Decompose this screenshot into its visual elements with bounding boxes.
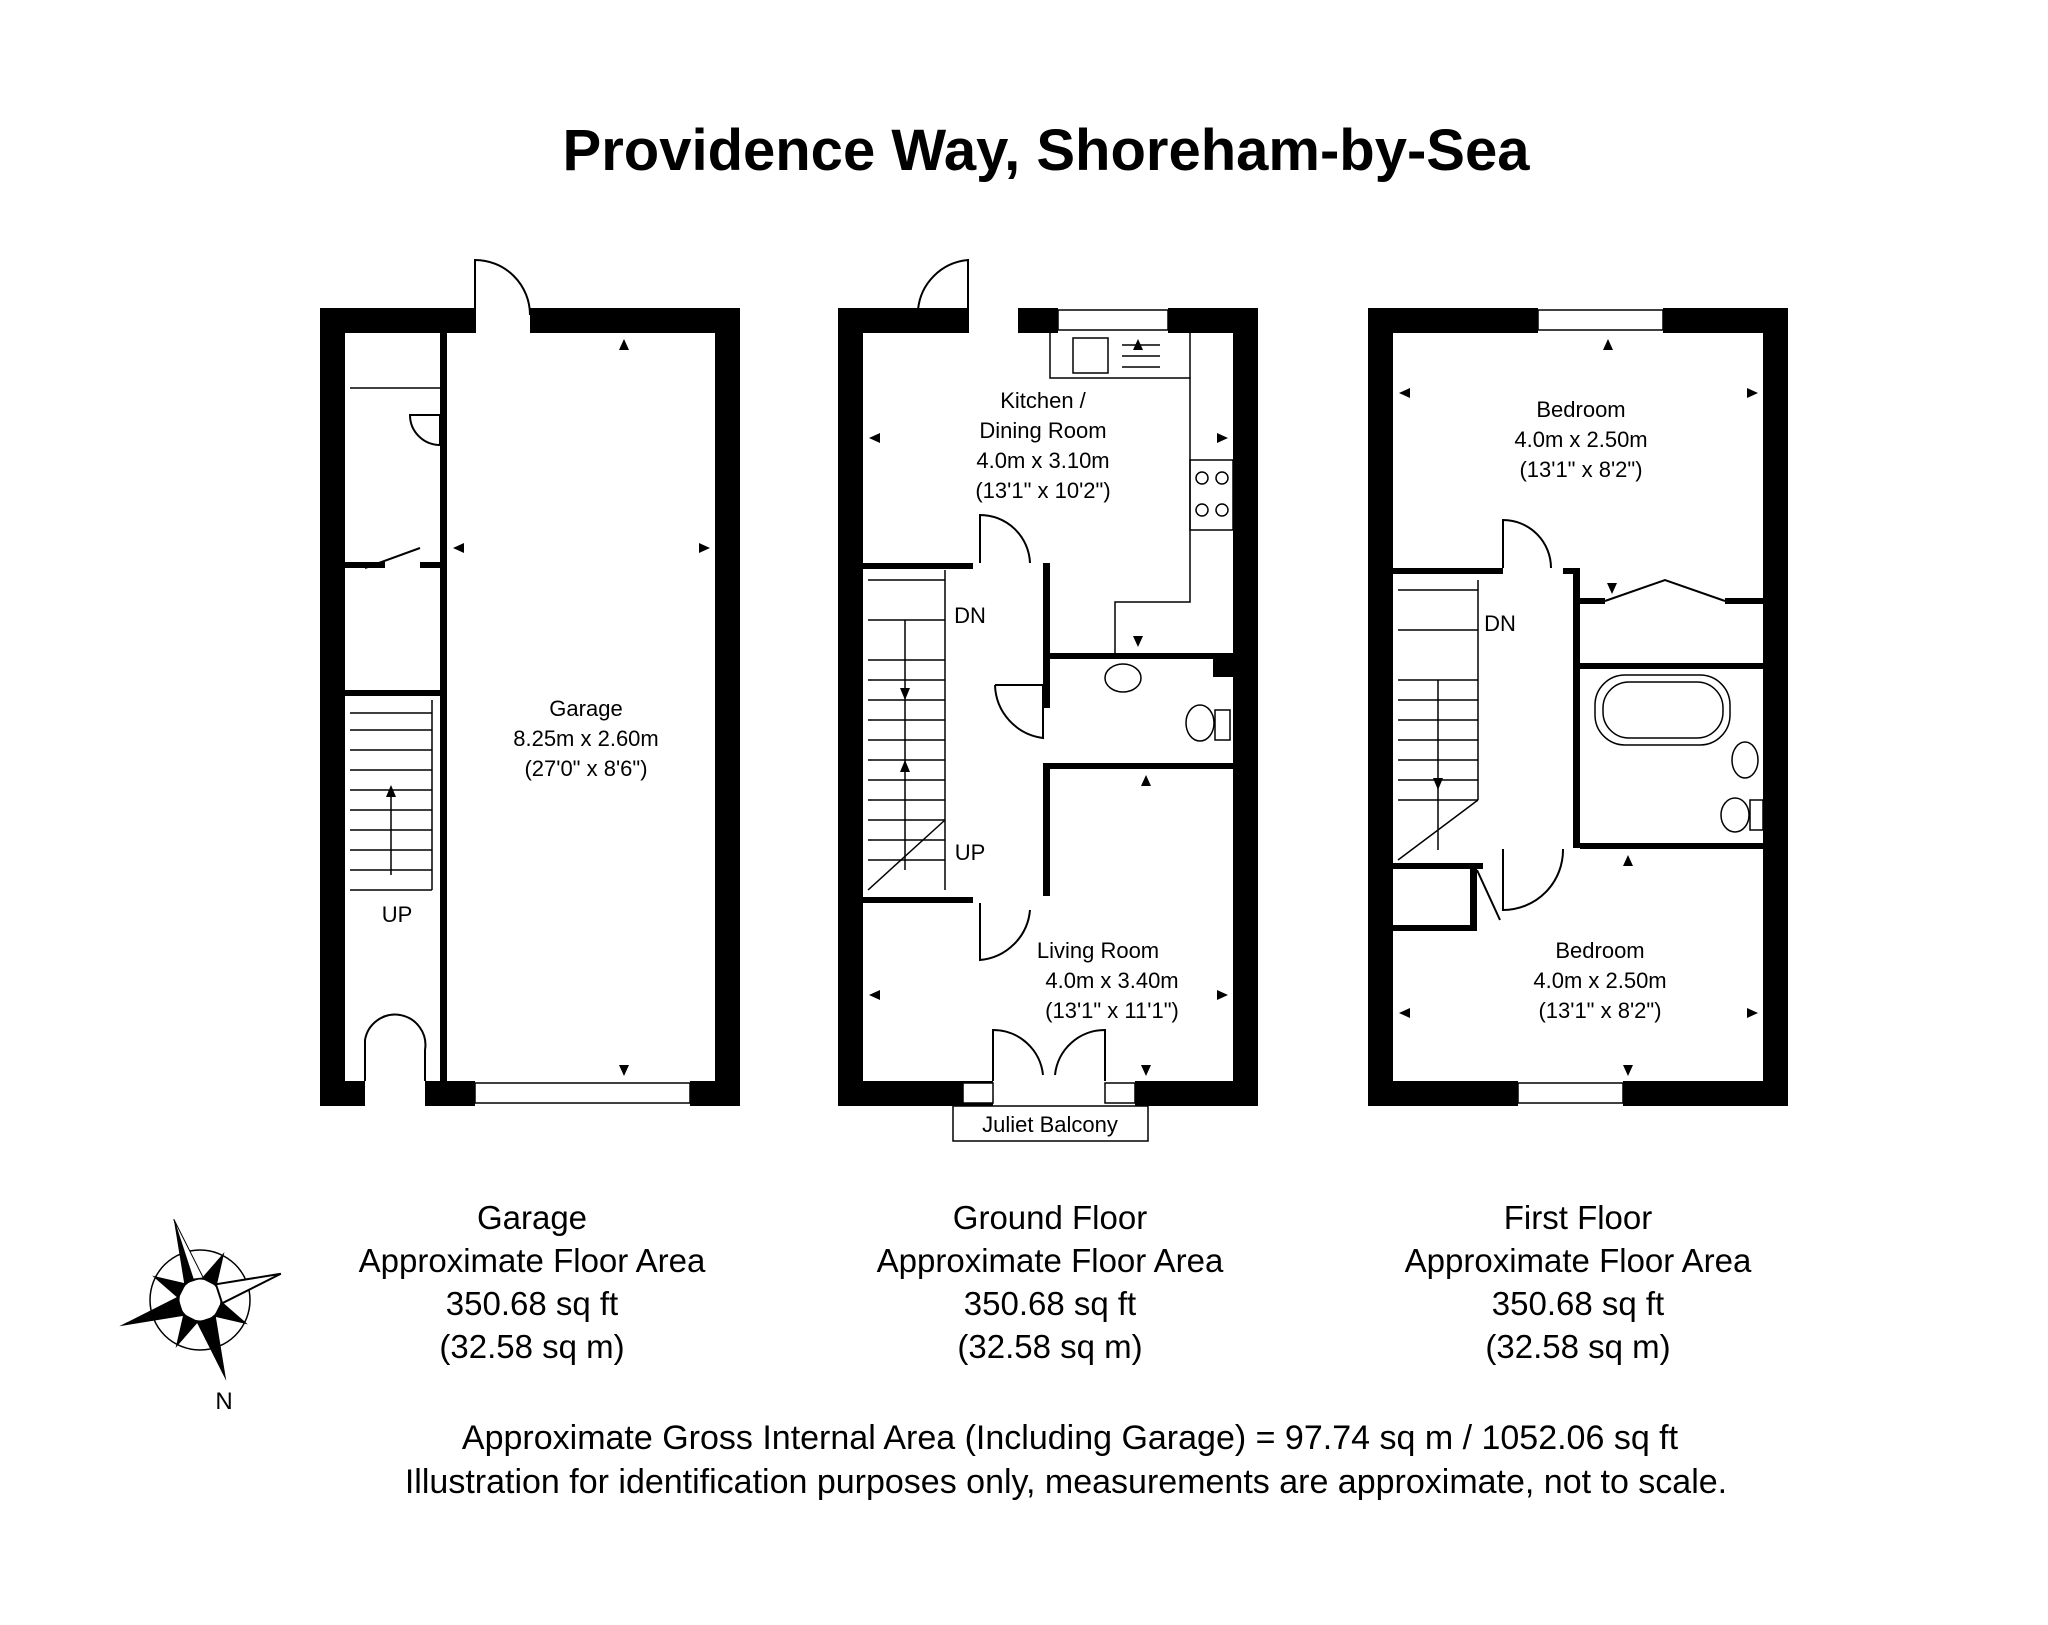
hob-ring [1196, 504, 1208, 516]
wall [1763, 308, 1788, 1106]
floor-area-sqm: (32.58 sq m) [439, 1328, 625, 1365]
ground-floor-area-block [877, 1199, 1224, 1365]
dimension-marker [619, 339, 629, 350]
toilet-icon [1721, 798, 1749, 832]
door-leaf [1477, 870, 1500, 920]
first-floor-area-block [1405, 1199, 1752, 1365]
ground-stairs [868, 570, 945, 890]
hob-icon [1190, 460, 1233, 530]
floor-area-sqft: 350.68 sq ft [963, 1285, 1137, 1322]
first-floor-plan [1368, 308, 1788, 1106]
wall [1580, 598, 1605, 604]
room-name: Living Room [1036, 938, 1160, 963]
dimension-marker [1607, 583, 1617, 594]
door-swing [410, 415, 440, 445]
window [1105, 1083, 1135, 1103]
wall [1043, 763, 1233, 769]
floor-area-sqm: (32.58 sq m) [1485, 1328, 1671, 1365]
cistern [1215, 710, 1230, 740]
bath-inner [1603, 682, 1723, 738]
room-name: Garage [549, 696, 623, 721]
garage-stairs [350, 700, 432, 890]
wall [320, 308, 345, 1106]
wall [863, 897, 973, 903]
disclaimer-text: Illustration for identification purposes only, measurements are approximate, not to scale. [404, 1463, 1728, 1501]
balcony-label: Juliet Balcony [982, 1112, 1118, 1137]
cistern [1750, 800, 1763, 830]
wall [1233, 308, 1258, 1106]
garage-door [475, 1083, 690, 1103]
dimension-marker [619, 1065, 629, 1076]
window [963, 1083, 993, 1103]
wall [1580, 843, 1763, 849]
compass-rose-icon [93, 1193, 307, 1407]
dimension-marker [1603, 339, 1613, 350]
dimension-marker [1141, 1065, 1151, 1076]
dimension-marker [1217, 990, 1228, 1000]
room-size-imperial: (13'1" x 8'2") [1538, 998, 1662, 1023]
wall [1043, 763, 1050, 896]
wall [1135, 1081, 1258, 1106]
stair-label-down: DN [1484, 611, 1516, 636]
door-swing [980, 515, 1030, 563]
wall [1725, 598, 1763, 604]
door-swing [1503, 849, 1563, 910]
wall [1470, 869, 1477, 929]
wall [440, 333, 447, 1081]
dimension-marker [1133, 636, 1143, 647]
wall [838, 308, 863, 1106]
wall [715, 308, 740, 1106]
room-size-imperial: (13'1" x 11'1") [1045, 998, 1179, 1023]
door-leaf [365, 548, 420, 568]
first-stairs [1398, 580, 1478, 860]
sink-icon [1073, 338, 1108, 373]
plan-title: Providence Way, Shoreham-by-Sea [562, 118, 1530, 183]
dimension-marker [869, 990, 880, 1000]
wall [690, 1081, 740, 1106]
wall [1368, 308, 1538, 333]
dimension-marker [1747, 1008, 1758, 1018]
room-size-metric: 4.0m x 3.10m [976, 448, 1110, 473]
dimension-marker [699, 543, 710, 553]
door-swing [1503, 520, 1551, 568]
basin-icon [1105, 664, 1141, 692]
floor-area-sqm: (32.58 sq m) [957, 1328, 1143, 1365]
wall [1393, 925, 1477, 931]
dimension-marker [1399, 388, 1410, 398]
dimension-marker [1747, 388, 1758, 398]
wall [1573, 568, 1580, 848]
window [1538, 310, 1663, 330]
wall [530, 308, 740, 333]
floor-area-label: Approximate Floor Area [358, 1242, 706, 1279]
wall [345, 690, 440, 696]
door-swing [1055, 1030, 1105, 1081]
dimension-marker [869, 433, 880, 443]
floor-name: Ground Floor [952, 1199, 1148, 1236]
stair-label-down: DN [954, 603, 986, 628]
dimension-marker [1399, 1008, 1410, 1018]
window [1058, 310, 1168, 330]
toilet-icon [1186, 705, 1214, 741]
dimension-marker [453, 543, 464, 553]
stair-label-up: UP [381, 902, 413, 927]
room-size-metric: 4.0m x 2.50m [1533, 968, 1667, 993]
wall [1213, 659, 1233, 677]
room-name: Bedroom [1536, 397, 1626, 422]
floor-area-label: Approximate Floor Area [1404, 1242, 1752, 1279]
wall [1043, 653, 1233, 659]
wall [1393, 863, 1483, 869]
hob-ring [1216, 504, 1228, 516]
wall [1018, 308, 1058, 333]
room-name: Bedroom [1555, 938, 1645, 963]
room-size-imperial: (13'1" x 10'2") [975, 478, 1111, 503]
hob-ring [1216, 472, 1228, 484]
door-swing [995, 685, 1043, 738]
stair-label-up: UP [954, 840, 986, 865]
room-size-metric: 4.0m x 3.40m [1045, 968, 1179, 993]
gross-area-text: Approximate Gross Internal Area (Including Garage) = 97.74 sq m / 1052.06 sq ft [461, 1419, 1679, 1457]
wall [1368, 308, 1393, 1106]
ground-floor-plan [838, 260, 1258, 1141]
wall [1563, 568, 1573, 574]
wall [420, 562, 440, 568]
wall [1580, 663, 1763, 669]
room-name-line2: Dining Room [979, 418, 1107, 443]
floor-area-sqft: 350.68 sq ft [445, 1285, 619, 1322]
wall [1043, 563, 1050, 708]
basin-icon [1732, 742, 1758, 778]
floor-area-label: Approximate Floor Area [876, 1242, 1224, 1279]
door-swing [980, 903, 1030, 960]
garage-plan [320, 260, 740, 1106]
floor-name: First Floor [1503, 1199, 1653, 1236]
dimension-marker [1623, 1065, 1633, 1076]
wardrobe-doors [1605, 580, 1725, 601]
compass-north-label: N [215, 1388, 233, 1415]
door-swing [475, 260, 530, 333]
dimension-marker [1623, 855, 1633, 866]
dimension-marker [1217, 433, 1228, 443]
floor-name: Garage [476, 1199, 588, 1236]
wall [1393, 568, 1503, 574]
room-size-metric: 4.0m x 2.50m [1514, 427, 1648, 452]
wall [320, 1081, 365, 1106]
wall [863, 563, 973, 569]
room-size-imperial: (27'0" x 8'6") [524, 756, 648, 781]
door-swing [993, 1030, 1043, 1081]
room-size-imperial: (13'1" x 8'2") [1519, 457, 1643, 482]
room-size-metric: 8.25m x 2.60m [513, 726, 659, 751]
wall [1623, 1081, 1788, 1106]
dimension-marker [1141, 775, 1151, 786]
hob-ring [1196, 472, 1208, 484]
wall [425, 1081, 475, 1106]
floor-area-sqft: 350.68 sq ft [1491, 1285, 1665, 1322]
window [1518, 1083, 1623, 1103]
door-swing [365, 1015, 425, 1081]
wall [1368, 1081, 1518, 1106]
room-name-line1: Kitchen / [1000, 388, 1086, 413]
garage-area-block [359, 1199, 706, 1365]
